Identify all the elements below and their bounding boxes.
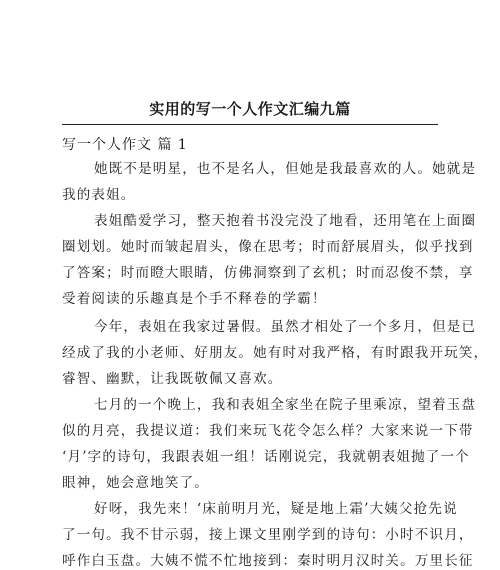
- text-line: 了一句。我不甘示弱，接上课文里刚学到的诗句：小时不识月，: [62, 527, 474, 543]
- text-line: 眼神，她会意地笑了。: [62, 475, 209, 491]
- text-line: 七月的一个晚上，我和表姐全家坐在院子里乘凉，望着玉盘: [94, 397, 477, 413]
- text-line: 受着阅读的乐趣真是个手不释卷的学霸！: [62, 291, 327, 307]
- text-line: 似的月亮，我提议道：我们来玩飞花令怎么样？大家来说一下带: [62, 423, 474, 439]
- text-line: 她既不是明星，也不是名人，但她是我最喜欢的人。她就是: [94, 161, 477, 177]
- document-title: 实用的写一个人作文汇编九篇: [149, 100, 351, 118]
- section-heading: 写一个人作文 篇 1: [62, 137, 188, 153]
- text-line: ‘月’字的诗句，我跟表姐一组！话刚说完，我就朝表姐抛了一个: [62, 449, 470, 465]
- text-line: 睿智、幽默，让我既敬佩又喜欢。: [62, 371, 283, 387]
- text-line: 今年，表姐在我家过暑假。虽然才相处了一个多月，但是已: [94, 319, 477, 335]
- text-line: 我的表姐。: [62, 187, 136, 203]
- text-line: 经成了我的小老师、好朋友。她有时对我严格，有时跟我开玩笑，: [62, 345, 489, 361]
- title-divider: [62, 124, 438, 125]
- text-line: 表姐酷爱学习，整天抱着书没完没了地看，还用笔在上面圈: [94, 213, 477, 229]
- text-line: 了答案；时而瞪大眼睛，仿佛洞察到了玄机；时而忍俊不禁，享: [62, 265, 474, 281]
- text-line: 圈划划。她时而皱起眉头，像在思考；时而舒展眉头，似乎找到: [62, 239, 474, 255]
- text-line: 呼作白玉盘。大姨不慌不忙地接到：秦时明月汉时关。万里长征: [62, 553, 474, 569]
- text-line: 好呀，我先来！‘床前明月光，疑是地上霜’大姨父抢先说: [94, 501, 458, 517]
